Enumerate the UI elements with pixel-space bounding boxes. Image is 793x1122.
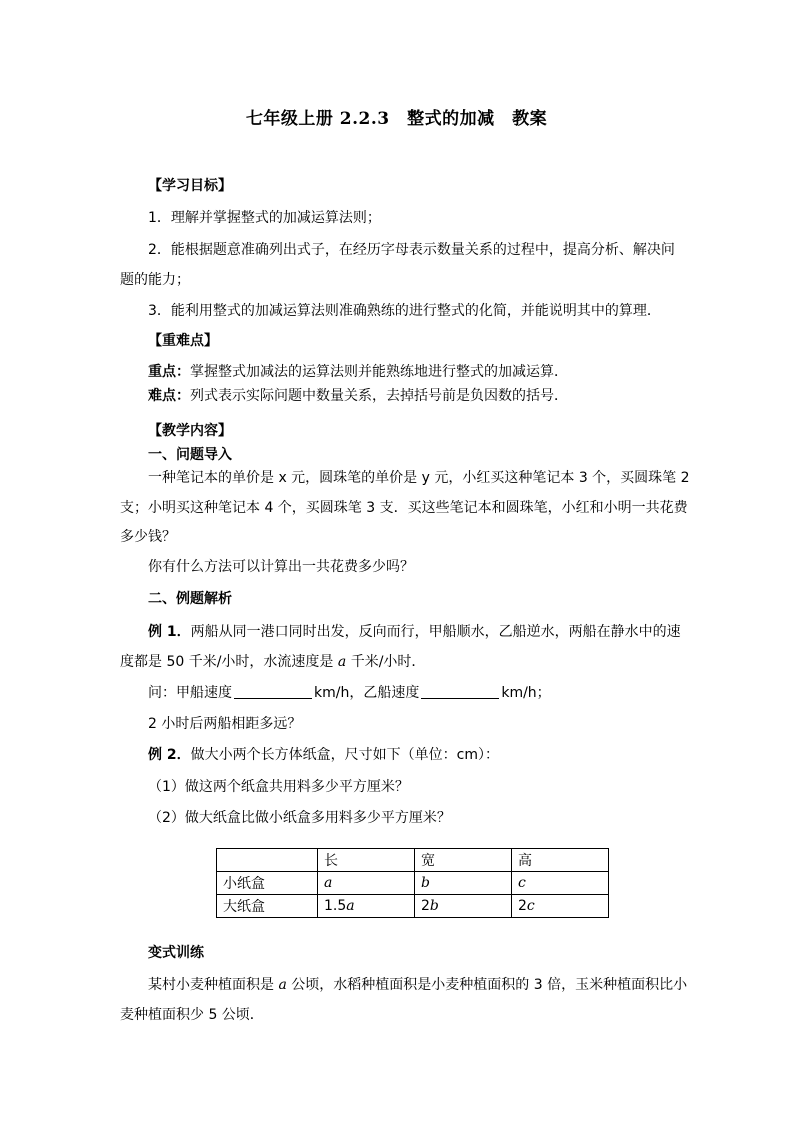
table-header-cell: 高 [512, 849, 609, 872]
coefficient: 2 [518, 898, 527, 914]
question-prefix: 问：甲船速度 [148, 685, 232, 701]
example-2-q1: （1）做这两个纸盒共用料多少平方厘米？ [148, 779, 409, 795]
dimensions-table [216, 848, 609, 918]
key-heading: 【重难点】 [148, 333, 218, 349]
part1-line-1: 一种笔记本的单价是 x 元，圆珠笔的单价是 y 元，小红买这种笔记本 3 个，买圆珠笔 2 [148, 470, 690, 486]
part1-line-2: 支；小明买这种笔记本 4 个，买圆珠笔 3 支．买这些笔记本和圆珠笔，小红和小明一共花费 [120, 500, 688, 516]
key-point-text: 掌握整式加减法的运算法则并能熟练地进行整式的加减运算． [190, 364, 568, 380]
difficulty-label: 难点： [148, 388, 190, 404]
table-cell [512, 872, 609, 895]
example-1-question [148, 683, 551, 703]
table-cell [512, 895, 609, 918]
table-cell [318, 872, 415, 895]
difficulty-text: 列式表示实际问题中数量关系，去掉括号前是负因数的括号． [190, 388, 568, 404]
table-cell-name: 小纸盒 [217, 872, 318, 895]
variant-line-1-post: 公顷，水稻种植面积是小麦种植面积的 3 倍，玉米种植面积比小 [286, 977, 688, 993]
variable: c [518, 875, 526, 891]
table-cell-name: 大纸盒 [217, 895, 318, 918]
table-row [217, 872, 609, 895]
example-1-line-2-post: 千米/小时． [346, 654, 426, 670]
table-header-row [217, 849, 609, 872]
example-2-label: 例 2． [148, 747, 191, 763]
variable: b [429, 898, 439, 914]
example-1-label: 例 1． [148, 624, 191, 640]
part1-line-3: 多少钱？ [120, 529, 176, 545]
table-row [217, 895, 609, 918]
coefficient: 2 [421, 898, 430, 914]
table-cell [415, 895, 512, 918]
example-2-text: 做大小两个长方体纸盒，尺寸如下（单位：cm）： [190, 747, 499, 763]
variable: a [346, 898, 355, 914]
objective-2-cont: 题的能力； [120, 272, 190, 288]
content-heading: 【教学内容】 [148, 423, 232, 439]
example-1-line-1 [148, 622, 681, 642]
objective-2: 2．能根据题意准确列出式子，在经历字母表示数量关系的过程中，提高分析、解决问 [148, 242, 675, 258]
question-suffix: km/h； [501, 685, 551, 701]
objectives-heading: 【学习目标】 [148, 178, 232, 194]
page-title: 七年级上册 2.2.3 整式的加减 教案 [245, 109, 548, 129]
key-point [148, 362, 568, 382]
variant-heading: 变式训练 [148, 945, 204, 961]
variable: c [526, 898, 535, 914]
table-cell [415, 872, 512, 895]
table-cell [318, 895, 415, 918]
variant-line-2: 麦种植面积少 5 公顷． [120, 1007, 264, 1023]
example-1-line-2-pre: 度都是 50 千米/小时，水流速度是 [120, 654, 338, 670]
variant-line-1-pre: 某村小麦种植面积是 [148, 977, 279, 993]
variable: b [421, 875, 430, 891]
example-1-text: 两船从同一港口同时出发，反向而行，甲船顺水，乙船逆水，两船在静水中的速 [190, 624, 681, 640]
answer-blank-2[interactable] [421, 684, 499, 699]
answer-blank-1[interactable] [234, 684, 312, 699]
part1-heading: 一、问题导入 [148, 447, 232, 463]
variant-line-1 [148, 975, 687, 995]
key-point-label: 重点： [148, 364, 190, 380]
example-1-line-2 [120, 652, 425, 672]
part2-heading: 二、例题解析 [148, 591, 232, 607]
example-2-line [148, 745, 499, 765]
table-header-cell: 宽 [415, 849, 512, 872]
example-1-question-2: 2 小时后两船相距多远？ [148, 716, 302, 732]
objective-1: 1．理解并掌握整式的加减运算法则； [148, 210, 381, 226]
difficulty-point [148, 386, 568, 406]
coefficient: 1.5 [324, 898, 347, 914]
table-header-cell: 长 [318, 849, 415, 872]
example-2-q2: （2）做大纸盒比做小纸盒多用料多少平方厘米？ [148, 810, 451, 826]
variable-a: a [278, 977, 287, 993]
part1-question: 你有什么方法可以计算出一共花费多少吗？ [148, 559, 414, 575]
variable: a [324, 875, 333, 891]
table-header-cell [217, 849, 318, 872]
objective-3: 3．能利用整式的加减运算法则准确熟练的进行整式的化简，并能说明其中的算理． [148, 303, 661, 319]
variable-a: a [337, 654, 347, 670]
question-mid: km/h，乙船速度 [314, 685, 420, 701]
